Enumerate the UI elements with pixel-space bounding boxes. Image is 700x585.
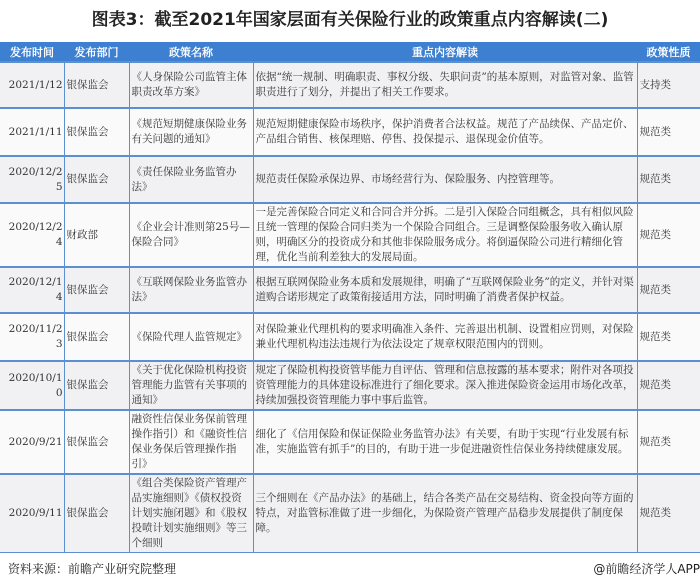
cell-content: 依据“统一规制、明确职责、事权分级、失职问责”的基本原则，对监管对象、监管职责进行了划分，并提出了相关工作要求。	[253, 62, 637, 108]
header-content: 重点内容解读	[253, 42, 637, 62]
cell-content: 对保险兼业代理机构的要求明确准入条件、完善退出机制、设置相应罚则，对保险兼业代理机构违法违规行为依法设定了规章权限范围内的罚则。	[253, 313, 637, 361]
cell-type: 支持类	[637, 62, 700, 108]
cell-date: 2020/12/25	[0, 156, 64, 203]
table-row	[0, 474, 700, 553]
table-row	[0, 313, 700, 361]
table-row	[0, 156, 700, 203]
cell-type: 规范类	[637, 410, 700, 474]
cell-content: 三个细则在《产品办法》的基础上，结合各类产品在交易结构、资金投向等方面的特点，对监管标准做了进一步细化，为保险资产管理产品稳步发展提供了制度保障。	[253, 474, 637, 553]
table-row	[0, 361, 700, 410]
cell-dept: 财政部	[64, 203, 129, 267]
cell-policy-name: 《人身保险公司监管主体职责改革方案》	[129, 62, 253, 108]
cell-content: 规范责任保险承保边界、市场经营行为、保险服务、内控管理等。	[253, 156, 637, 203]
cell-content: 细化了《信用保险和保证保险业务监管办法》有关要，有助于实现“行业发展有标准，实施监管有抓手”的目的，有助于进一步促进融资性信保业务持续健康发展。	[253, 410, 637, 474]
cell-dept: 银保监会	[64, 361, 129, 410]
cell-date: 2020/12/14	[0, 267, 64, 313]
footer	[0, 553, 700, 585]
cell-date: 2021/1/12	[0, 62, 64, 108]
cell-dept: 银保监会	[64, 267, 129, 313]
table-header	[0, 42, 700, 62]
cell-content: 规定了保险机构投资管毕能力自评估、管理和信息按露的基本要求；附件对各项投资管理能力的具体建设标准进行了细化要求。深入推进保险资金运用市场化改革，持续加强投资管理能力事中事后监管。	[253, 361, 637, 410]
cell-dept: 银保监会	[64, 108, 129, 156]
table-row	[0, 62, 700, 108]
header-date: 发布时间	[0, 42, 64, 62]
cell-policy-name: 《组合类保险资产管理产品实施细则》《债权投资计划实施闭题》和《股权投喷计划实施细则》等三个细则	[129, 474, 253, 553]
cell-policy-name: 《规范短期健康保险业务有关问题的通知》	[129, 108, 253, 156]
cell-date: 2020/9/21	[0, 410, 64, 474]
table-row	[0, 108, 700, 156]
cell-dept: 银保监会	[64, 410, 129, 474]
cell-type: 规范类	[637, 108, 700, 156]
cell-date: 2021/1/11	[0, 108, 64, 156]
cell-type: 规范类	[637, 267, 700, 313]
cell-date: 2020/10/10	[0, 361, 64, 410]
policy-table	[0, 42, 700, 553]
cell-policy-name: 《企业会计准则第25号—保险合同》	[129, 203, 253, 267]
cell-date: 2020/11/23	[0, 313, 64, 361]
cell-type: 规范类	[637, 474, 700, 553]
cell-dept: 银保监会	[64, 313, 129, 361]
header-dept: 发布部门	[64, 42, 129, 62]
source-note: 资料来源：前瞻产业研究院整理	[8, 562, 177, 576]
cell-date: 2020/9/11	[0, 474, 64, 553]
cell-type: 规范类	[637, 156, 700, 203]
cell-content: 规范短期健康保险市场秩序，保护消费者合法权益。规范了产品续保、产品定价、产品组合销售、核保理赔、停售、投保提示、退保现金价值等。	[253, 108, 637, 156]
table-row	[0, 203, 700, 267]
header-name: 政策名称	[129, 42, 253, 62]
cell-dept: 银保监会	[64, 62, 129, 108]
credit: @前瞻经济学人APP	[593, 562, 700, 576]
table-row	[0, 267, 700, 313]
cell-date: 2020/12/24	[0, 203, 64, 267]
cell-type: 规范类	[637, 361, 700, 410]
cell-policy-name: 《责任保险业务监管办法》	[129, 156, 253, 203]
table-row	[0, 410, 700, 474]
cell-type: 规范类	[637, 313, 700, 361]
cell-policy-name: 《关于优化保险机构投资管理能力监管有关事项的通知》	[129, 361, 253, 410]
cell-policy-name: 《互联网保险业务监管办法》	[129, 267, 253, 313]
cell-dept: 银保监会	[64, 156, 129, 203]
header-type: 政策性质	[637, 42, 700, 62]
cell-type: 规范类	[637, 203, 700, 267]
table-body	[0, 62, 700, 553]
cell-policy-name: 融资性信保业务保前管理操作指引）和《融资性信保业务保后管理操作指引》	[129, 410, 253, 474]
cell-content: 一是完善保险合同定义和合同合并分拆。二是引入保险合同组概念，具有相似风险且统一管理的保险合同归类为一个保险合同组合。三是调整保险服务收入确认原则，明确区分的投资成分和其他非保险服务成分。将倒逼保险公司进行精细化管理，优化当前利差独大的发展局面。	[253, 203, 637, 267]
cell-policy-name: 《保险代理人监管规定》	[129, 313, 253, 361]
cell-dept: 银保监会	[64, 474, 129, 553]
page-title: 图表3：截至2021年国家层面有关保险行业的政策重点内容解读(二)	[91, 10, 609, 30]
cell-content: 根据互联网保险业务本质和发展规律，明确了“互联网保险业务”的定义，并针对渠道购合诺形规定了政策衔接适用方法，同时明确了消费者保护权益。	[253, 267, 637, 313]
